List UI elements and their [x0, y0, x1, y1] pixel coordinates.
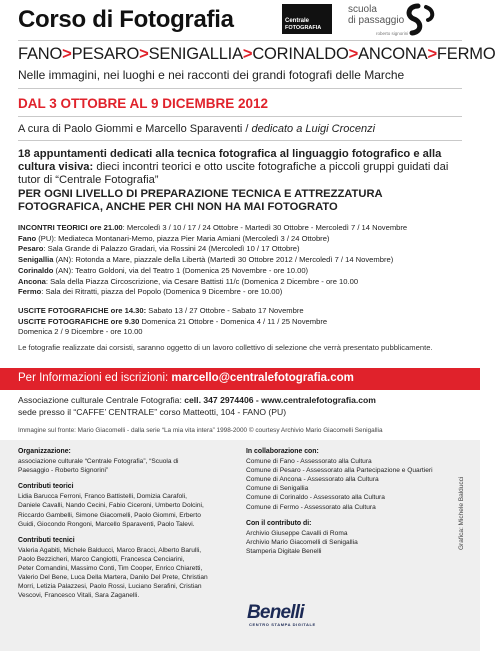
contact-email[interactable]: marcello@centralefotografia.com [171, 372, 354, 384]
schedule-line [18, 223, 468, 234]
credits-line: Paesaggio - Roberto Signorini” [18, 467, 109, 475]
right-credits-column [246, 447, 461, 563]
city-separator: > [348, 45, 359, 63]
schedule-line-text: : Sala dei Ritratti, piazza del Popolo (Domenica 9 Dicembre - ore 10.00) [41, 287, 283, 297]
credits-heading: Con il contributo di: [246, 519, 312, 527]
logo-scuola-line1: scuola [348, 4, 377, 15]
curated-text: A cura di Paolo Giommi e Marcello Sparaventi / [18, 123, 252, 135]
schedule-line-label: Ancona [18, 276, 46, 286]
credits-line: Comune di Senigallia [246, 485, 309, 493]
schedule-line-label: Fermo [18, 287, 42, 297]
credits-block [18, 482, 233, 528]
outing-line [18, 327, 468, 338]
outing-line [18, 317, 468, 328]
logo-centrale-top: Centrale [285, 18, 310, 24]
intro-lead: 18 appuntamenti dedicati alla tecnica fotografica al linguaggio fotografico e alla cultura visiva: [18, 148, 442, 174]
city-name: PESARO [71, 45, 140, 63]
schedule-line-label: INCONTRI TEORICI ore 21.00 [18, 223, 123, 232]
credits-line: Peter Comandini, Massimo Conti, Tim Cooper, Enrico Chiaretti, [18, 565, 203, 573]
outing-line [18, 306, 468, 317]
cities-line [18, 45, 496, 64]
logo-scuola-line2: di passaggio [348, 15, 405, 26]
credits-line: Paolo Bezzicheri, Marco Cangiotti, Francesca Cenciarini, [18, 555, 185, 563]
outing-line-text: Domenica 2 / 9 Dicembre - ore 10.00 [18, 327, 143, 337]
credits-line: Archivio Mario Giacomelli di Senigallia [246, 538, 358, 546]
schedule-line [18, 255, 468, 266]
schedule-line [18, 266, 468, 277]
credits-heading: Contributi tecnici [18, 536, 75, 544]
credits-line: Valerio Del Bene, Luca Della Martera, Danilo Del Prete, Christian [18, 574, 208, 582]
credits-heading: Organizzazione: [18, 448, 71, 455]
credits-block [246, 519, 461, 556]
outing-line-label: USCITE FOTOGRAFICHE ore 14.30: [18, 305, 147, 315]
benelli-subtitle: CENTRO STAMPA DIGITALE [249, 622, 316, 627]
assoc-text: Associazione culturale Centrale Fotografia: [18, 395, 185, 405]
city-name: ANCONA [358, 45, 428, 63]
schedule-line [18, 277, 468, 288]
divider [18, 116, 462, 117]
credits-line: Vescovi, Francesco Vitali, Sara Zaganelli. [18, 592, 140, 600]
schedule [18, 223, 468, 338]
info-lead: Per Informazioni ed iscrizioni: [18, 372, 172, 384]
credits-line: Comune di Ancona - Assessorato alla Cultura [246, 476, 379, 484]
credits-heading: In collaborazione con: [246, 448, 319, 455]
schedule-line-label: Senigallia [18, 255, 54, 265]
logo-centrale-bottom: FOTOGRAFIA [285, 25, 322, 31]
credits-line: Morri, Letizia Palazzesi, Paolo Rossi, Luciano Serafini, Cristian [18, 583, 202, 591]
city-name: FERMO [436, 45, 496, 63]
intro-body: dieci incontri teorici e otto uscite fotografiche a piccoli gruppi guidati dai tutor di “Centrale Fotografia” [18, 161, 449, 187]
schedule-line [18, 287, 468, 298]
divider [18, 88, 462, 89]
schedule-line-text: : Sala della Piazza Circoscrizione, via Cesare Battisti 11/c (Domenica 2 Dicembre - ore 10.00 [45, 276, 359, 286]
city-name: FANO [18, 45, 63, 63]
credits-line: Lidia Barucca Ferroni, Franco Battistelli, Domizia Carafoli, [18, 493, 187, 501]
credits-line: Comune di Corinaldo - Assessorato alla Cultura [246, 494, 385, 502]
schedule-line-label: Corinaldo [18, 265, 54, 275]
credits-block [246, 447, 461, 512]
credits-block [18, 536, 233, 601]
credits-heading: Contributi teorici [18, 483, 74, 491]
credits-line: Stamperia Digitale Benelli [246, 547, 322, 555]
image-credit: Immagine sul fronte: Mario Giacomelli - dalla serie “La mia vita intera” 1998-2000 © courtesy Archivio Mario Giacomelli Senigallia [18, 427, 383, 434]
centrale-fotografia-logo [282, 4, 332, 34]
left-credits-column [18, 447, 233, 607]
credits-line: Archivio Giuseppe Cavalli di Roma [246, 529, 348, 537]
credits-line: Valeria Agabiti, Michele Balducci, Marco Bracci, Alberto Barulli, [18, 546, 202, 554]
intro-caps: PER OGNI LIVELLO DI PREPARAZIONE TECNICA E ATTREZZATURA FOTOGRAFICA, ANCHE PER CHI NON HA MAI FOTOGRATO [18, 187, 383, 213]
scuola-s-icon [400, 2, 438, 38]
exhibition-note: Le fotografie realizzate dai corsisti, saranno oggetto di un lavoro collettivo di selezione che verrà presentato pubblicamente. [18, 343, 433, 352]
schedule-line-label: Fano [18, 233, 37, 243]
credits-line: Comune di Fermo - Assessorato alla Cultura [246, 503, 376, 511]
city-name: CORINALDO [252, 45, 349, 63]
benelli-logo: Benelli [247, 602, 304, 623]
logo-scuola-sub: roberto signorini [376, 31, 409, 36]
divider [18, 40, 462, 41]
schedule-line-text: (AN): Teatro Goldoni, via del Teatro 1 (Domenica 25 Novembre - ore 10.00) [53, 265, 309, 275]
assoc-phone-web[interactable]: cell. 347 2974406 - www.centralefotografia.com [184, 395, 376, 405]
assoc-address: sede presso il “CAFFE’ CENTRALE” corso Matteotti, 104 - FANO (PU) [18, 406, 287, 417]
schedule-line [18, 244, 468, 255]
city-separator: > [139, 45, 149, 63]
outing-line-text: Sabato 13 / 27 Ottobre - Sabato 17 Novembre [146, 305, 304, 315]
credits-line: Comune di Pesaro - Assessorato alla Partecipazione e Quartieri [246, 467, 433, 475]
credits-line: Daniele Cavalli, Nando Cecini, Fabio Ciceroni, Umberto Dolcini, [18, 502, 204, 510]
schedule-line [18, 234, 468, 245]
association-info [18, 395, 376, 418]
dedication: dedicato a Luigi Crocenzi [251, 123, 376, 135]
divider [18, 140, 462, 141]
intro-paragraph [18, 148, 464, 214]
graphic-design-credit: Grafica: Michele Balducci [458, 476, 465, 550]
city-separator: > [62, 45, 72, 63]
outing-line-label: USCITE FOTOGRAFICHE ore 9.30 [18, 316, 140, 326]
city-separator: > [242, 45, 253, 63]
city-name: SENIGALLIA [148, 45, 243, 63]
city-separator: > [427, 45, 437, 63]
page-title: Corso di Fotografia [18, 6, 234, 33]
schedule-line-label: Pesaro [18, 244, 44, 254]
credits-line: Riccardo Gambelli, Simone Giacomelli, Paolo Giommi, Erberto [18, 511, 201, 519]
schedule-line-text: (AN): Rotonda a Mare, piazzale della Libertà (Martedì 30 Ottobre 2012 / Mercoledì 7 / 14 Novembre) [53, 255, 394, 265]
schedule-line-text: (PU): Mediateca Montanari-Memo, piazza Pier Maria Amiani (Mercoledì 3 / 24 Ottobre) [36, 233, 330, 243]
schedule-line-text: : Sala Grande di Palazzo Gradari, via Rossini 24 (Mercoledì 10 / 17 Ottobre) [43, 244, 300, 254]
credits-line: associazione culturale “Centrale Fotografia”, “Scuola di [18, 458, 179, 466]
subtitle: Nelle immagini, nei luoghi e nei racconti dei grandi fotografi delle Marche [18, 68, 405, 82]
outing-line-text: Domenica 21 Ottobre - Domenica 4 / 11 / 25 Novembre [139, 316, 328, 326]
curated-by [18, 123, 375, 135]
info-bar [0, 368, 480, 390]
course-dates: DAL 3 OTTOBRE AL 9 DICEMBRE 2012 [18, 96, 269, 111]
schedule-line-text: : Mercoledì 3 / 10 / 17 / 24 Ottobre - Martedì 30 Ottobre - Mercoledì 7 / 14 Novembre [122, 223, 408, 232]
credits-line: Comune di Fano - Assessorato alla Cultura [246, 458, 372, 466]
credits-line: Guidi, Giocondo Rongoni, Marcello Sparaventi, Paolo Talevi. [18, 520, 195, 528]
credits-block [18, 447, 233, 475]
